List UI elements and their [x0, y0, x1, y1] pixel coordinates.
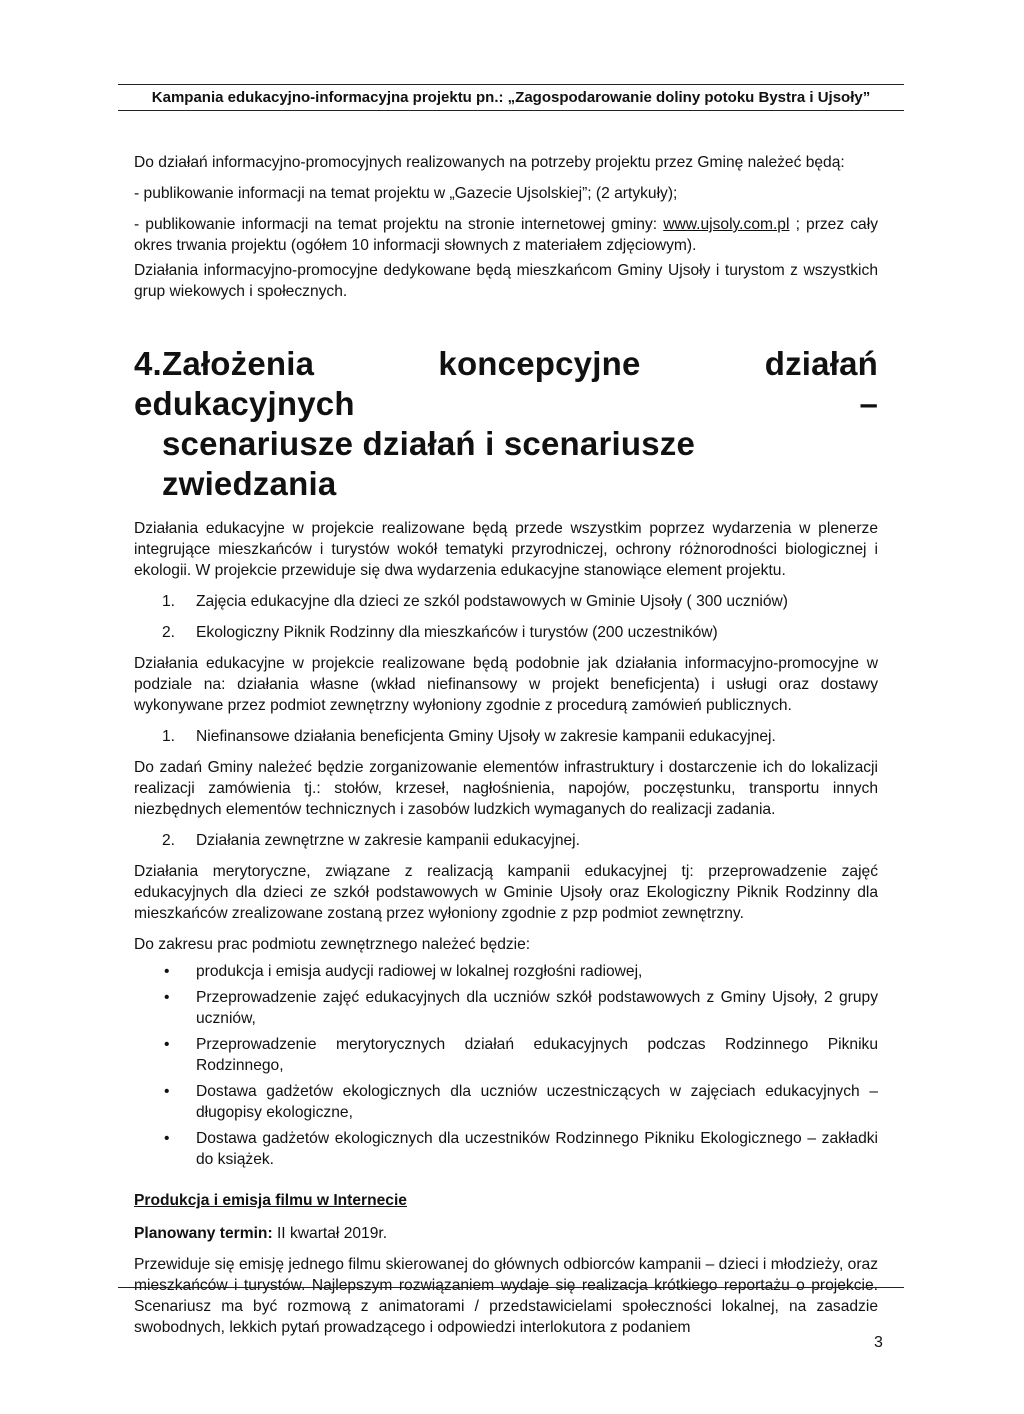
header-bottom-rule: [118, 110, 904, 111]
section-paragraph-3: Do zadań Gminy należeć będzie zorganizowanie elementów infrastruktury i dostarczenie ich do lokalizacji realizacji zamówienia tj.: stołów, krzeseł, nagłośnienia, napojów, poczęstunku, transportu innych niezbędnych elementów technicznych i zasobów ludzkich wymaganych do realizacji zadania.: [134, 759, 878, 818]
list-item: [134, 1081, 878, 1123]
intro-paragraph-1: Do działań informacyjno-promocyjnych realizowanych na potrzeby projektu przez Gminę należeć będą:: [134, 154, 845, 171]
list-item-number: 2.: [162, 832, 176, 849]
film-heading: Produkcja i emisja filmu w Internecie: [134, 1192, 407, 1209]
list-item: [134, 1128, 878, 1170]
list-item: [134, 961, 878, 982]
page-header: [118, 84, 904, 111]
list-item-text: produkcja i emisja audycji radiowej w lokalnej rozgłośni radiowej,: [196, 963, 643, 980]
own-actions-list: [134, 726, 878, 747]
intro-paragraph-3-end: ; przez cały okres trwania projektu (ogółem 10 informacji słownych z materiałem zdjęciowym).: [134, 216, 878, 254]
intro-paragraph-3-start: - publikowanie informacji na temat projektu na stronie internetowej gminy:: [134, 216, 664, 233]
section-heading: [134, 344, 878, 504]
website-link[interactable]: www.ujsoly.com.pl: [663, 216, 790, 233]
external-actions-list: [134, 830, 878, 851]
list-item: [134, 987, 878, 1029]
section-heading-line-1: [134, 344, 878, 424]
list-item: [162, 830, 878, 851]
page-number: 3: [874, 1334, 883, 1351]
page-content: [134, 152, 878, 1348]
list-item: [134, 1034, 878, 1076]
list-item-number: 1.: [162, 728, 176, 745]
list-item-text: Zajęcia edukacyjne dla dzieci ze szkól podstawowych w Gminie Ujsoły ( 300 uczniów): [196, 593, 788, 610]
header-title: Kampania edukacyjno-informacyjna projektu pn.: „Zagospodarowanie doliny potoku Bystra i Ujsoły”: [151, 89, 871, 106]
section-title-line-1: Założenia koncepcyjne działań edukacyjnych –: [134, 345, 878, 422]
list-item-text: Dostawa gadżetów ekologicznych dla uczniów uczestniczących w zajęciach edukacyjnych – długopisy ekologiczne,: [196, 1083, 878, 1121]
bullet-icon: •: [164, 1130, 170, 1147]
list-item-text: Działania zewnętrzne w zakresie kampanii edukacyjnej.: [196, 832, 580, 849]
list-item: [162, 591, 878, 612]
list-item-number: 1.: [162, 593, 176, 610]
intro-paragraph-4: Działania informacyjno-promocyjne dedykowane będą mieszkańcom Gminy Ujsoły i turystom z wszystkich grup wiekowych i społecznych.: [134, 262, 878, 300]
scope-bullet-list: [134, 961, 878, 1170]
section-paragraph-5: Do zakresu prac podmiotu zewnętrznego należeć będzie:: [134, 936, 531, 953]
list-item-text: Ekologiczny Piknik Rodzinny dla mieszkańców i turystów (200 uczestników): [196, 624, 718, 641]
footer-rule: [118, 1287, 904, 1288]
list-item-number: 2.: [162, 624, 176, 641]
events-list: [134, 591, 878, 643]
planned-term-label: Planowany termin:: [134, 1225, 273, 1242]
list-item: [162, 622, 878, 643]
list-item-text: Dostawa gadżetów ekologicznych dla uczestników Rodzinnego Pikniku Ekologicznego – zakładki do książek.: [196, 1130, 878, 1168]
bullet-icon: •: [164, 1083, 170, 1100]
intro-paragraph-2: - publikowanie informacji na temat projektu w „Gazecie Ujsolskiej”; (2 artykuły);: [134, 185, 678, 202]
list-item-text: Przeprowadzenie zajęć edukacyjnych dla uczniów szkół podstawowych z Gminy Ujsoły, 2 grupy uczniów,: [196, 989, 878, 1027]
section-paragraph-2: Działania edukacyjne w projekcie realizowane będą podobnie jak działania informacyjno-promocyjne w podziale na: działania własne (wkład niefinansowy w projekt beneficjenta) i usługi oraz dostawy wykonywane przez podmiot zewnętrzny wyłoniony zgodnie z procedurą zamówień publicznych.: [134, 655, 878, 714]
bullet-icon: •: [164, 963, 170, 980]
list-item-text: Przeprowadzenie merytorycznych działań edukacyjnych podczas Rodzinnego Pikniku Rodzinnego,: [196, 1036, 878, 1074]
section-title-line-2: scenariusze działań i scenariusze zwiedzania: [162, 425, 696, 502]
bullet-icon: •: [164, 1036, 170, 1053]
list-item: [162, 726, 878, 747]
section-paragraph-4: Działania merytoryczne, związane z realizacją kampanii edukacyjnej tj: przeprowadzenie zajęć edukacyjnych dla dzieci ze szkół podstawowych w Gminie Ujsoły oraz Ekologiczny Piknik Rodzinny dla mieszkańców zrealizowane zostaną przez wyłoniony zgodnie z pzp podmiot zewnętrzny.: [134, 863, 878, 922]
section-number: 4.: [134, 345, 162, 382]
planned-term-value: II kwartał 2019r.: [272, 1225, 388, 1242]
film-paragraph-1: Przewiduje się emisję jednego filmu skierowanej do głównych odbiorców kampanii – dzieci i młodzieży, oraz mieszkańców i turystów. Najlepszym rozwiązaniem wydaje się realizacja krótkiego reportażu o projekcie. Scenariusz ma być rozmową z animatorami / przedstawicielami społeczności lokalnej, na zasadzie swobodnych, lekkich pytań prowadzącego i odpowiedzi interlokutora z podaniem: [134, 1256, 878, 1336]
list-item-text: Niefinansowe działania beneficjenta Gminy Ujsoły w zakresie kampanii edukacyjnej.: [196, 728, 776, 745]
section-paragraph-1: Działania edukacyjne w projekcie realizowane będą przede wszystkim poprzez wydarzenia w plenerze integrujące mieszkańców i turystów wokół tematyki przyrodniczej, ochrony różnorodności biologicznej i ekologii. W projekcie przewiduje się dwa wydarzenia edukacyjne stanowiące element projektu.: [134, 520, 878, 579]
bullet-icon: •: [164, 989, 170, 1006]
intro-paragraph-3: [134, 214, 878, 256]
planned-term: [134, 1223, 878, 1244]
